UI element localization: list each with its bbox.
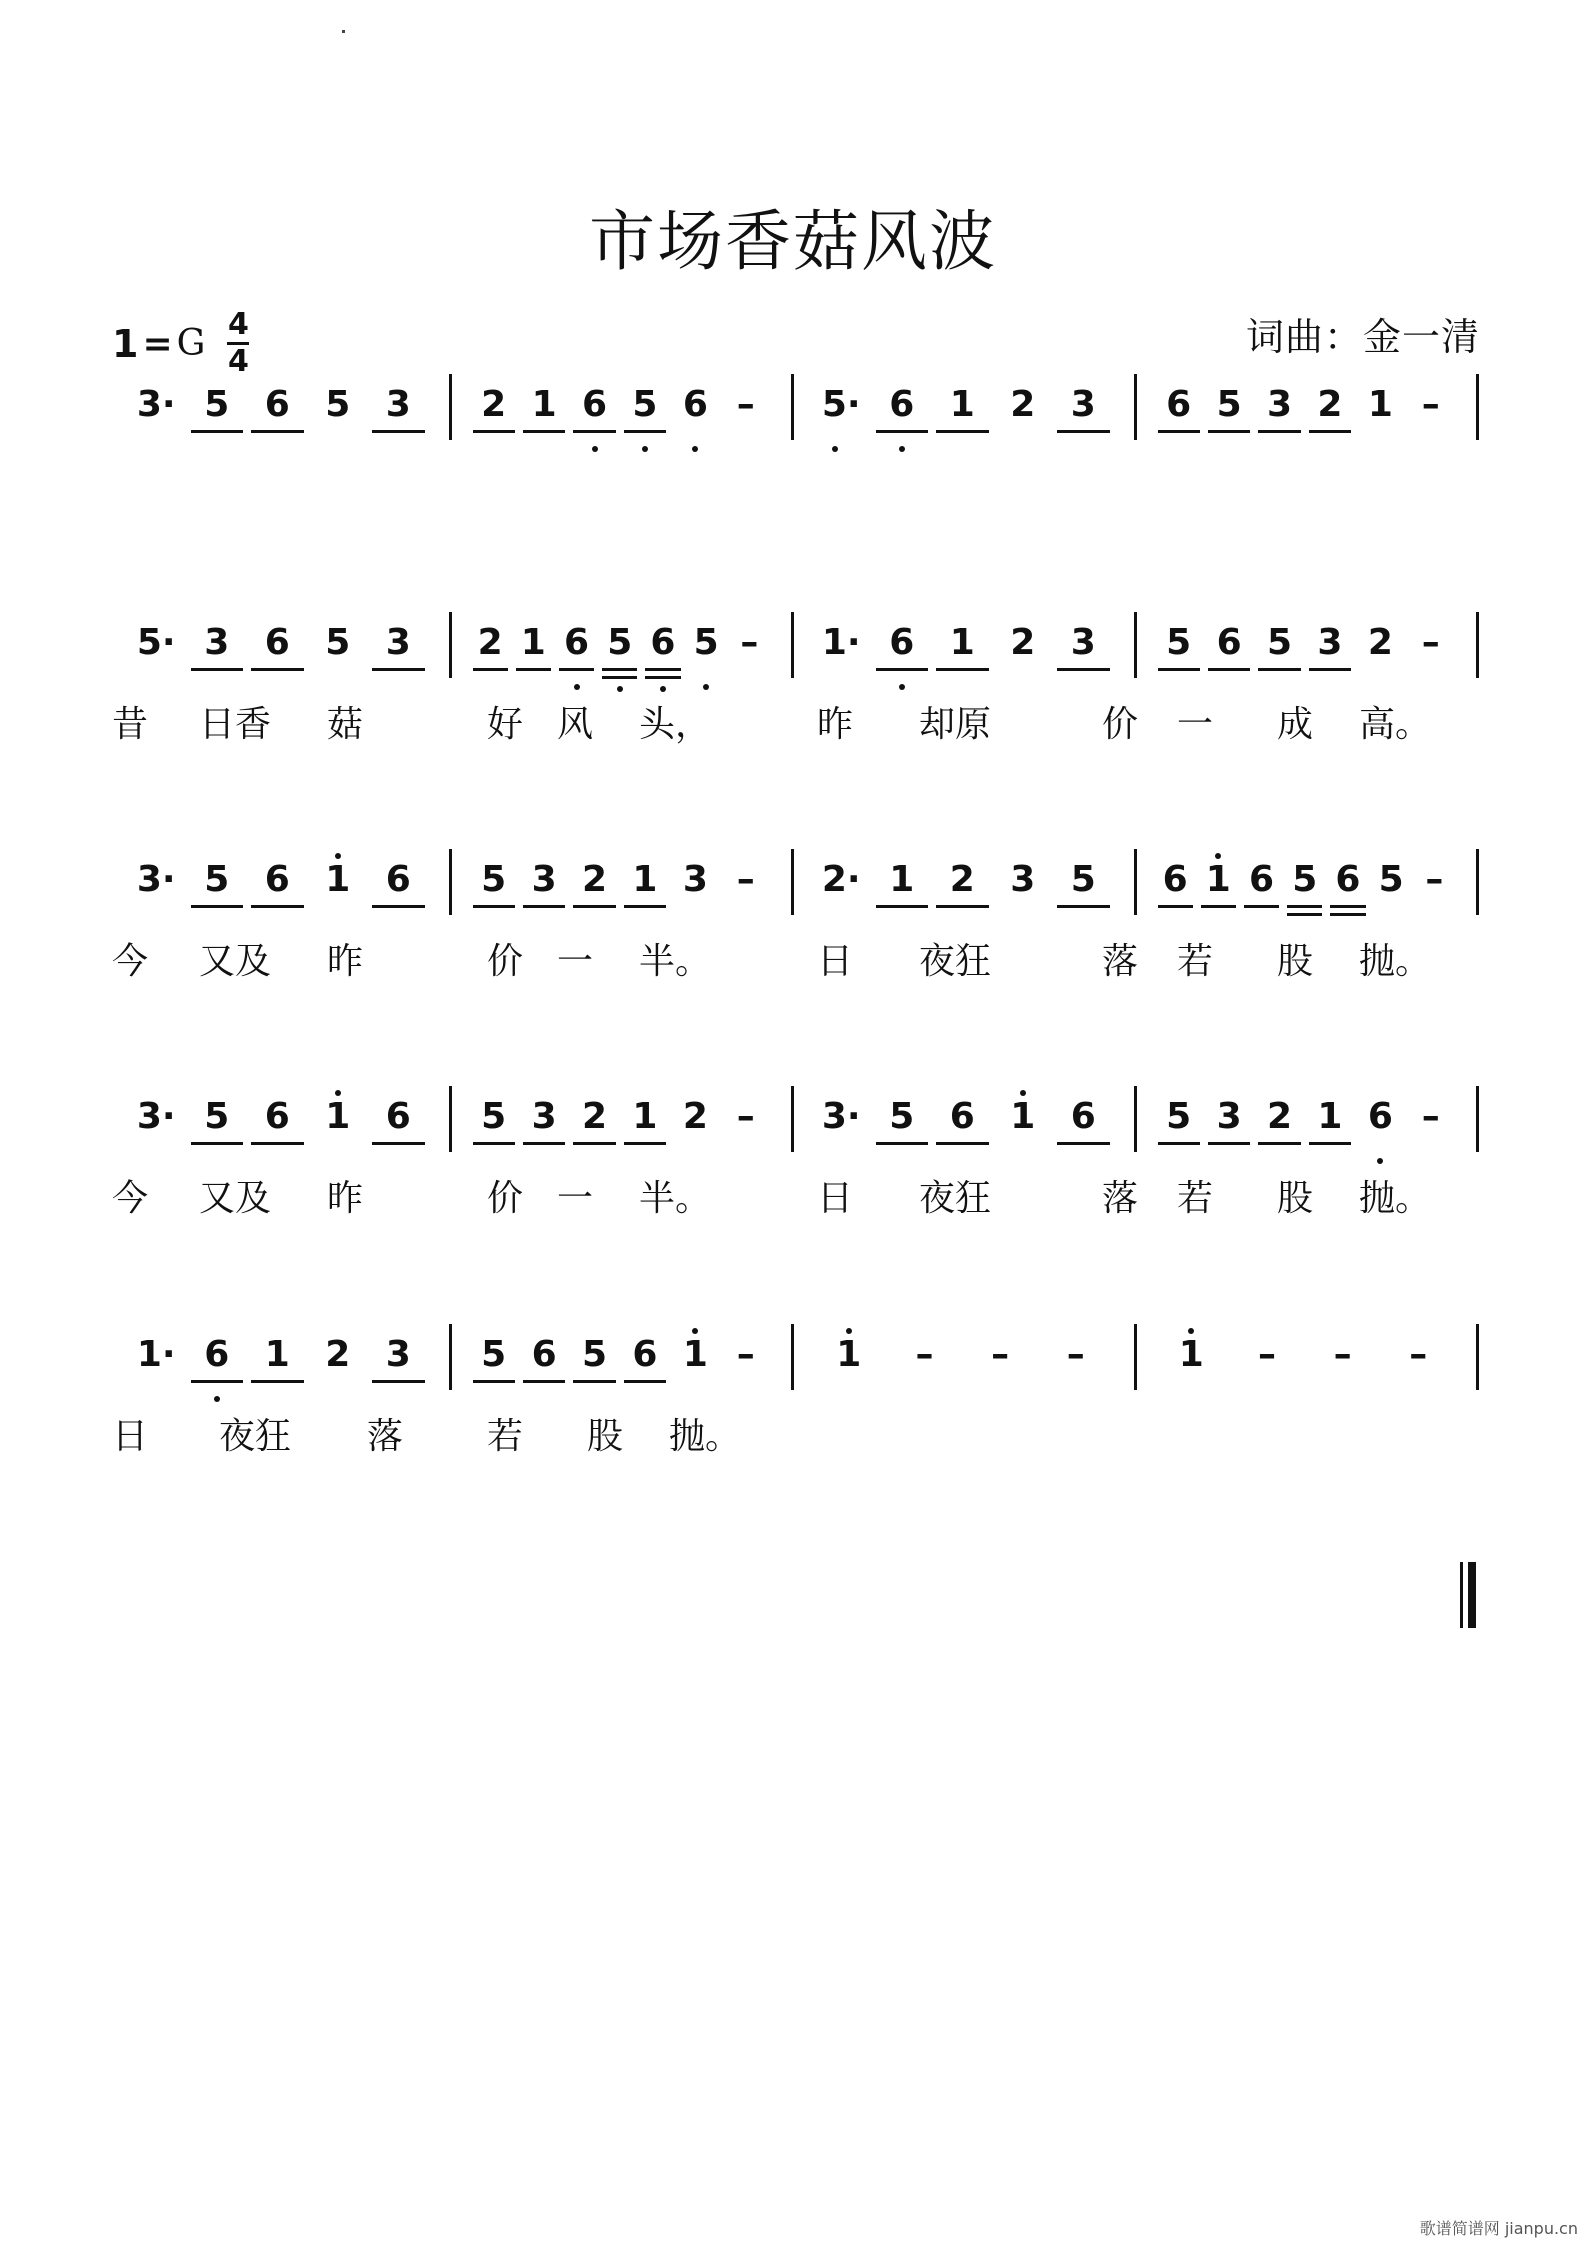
note: 6 — [1162, 859, 1188, 900]
low-octave-dot — [899, 684, 905, 690]
note: 6 — [564, 622, 590, 663]
note: 3 — [531, 1096, 557, 1137]
note: 5 — [1070, 859, 1096, 900]
key-tonic: G — [176, 323, 206, 364]
barline — [1476, 1324, 1479, 1390]
high-octave-dot — [335, 853, 341, 859]
dash-note: – — [1333, 1334, 1352, 1375]
note: 3 — [204, 622, 230, 663]
lyric-syllable: 夜狂 — [918, 1178, 992, 1219]
note: 2 — [477, 622, 503, 663]
score-line — [112, 618, 1482, 756]
score-line — [112, 1330, 1482, 1468]
eighth-underline — [372, 668, 425, 671]
eighth-underline — [473, 430, 515, 433]
dash-note: – — [1257, 1334, 1276, 1375]
lyric-syllable: 若 — [486, 1416, 524, 1457]
note: 5 — [1267, 622, 1293, 663]
dash-note: – — [1421, 384, 1440, 425]
lyrics-row — [112, 696, 1482, 756]
barline — [1134, 374, 1137, 440]
note: 2 — [949, 859, 975, 900]
note: 3 — [682, 859, 708, 900]
lyric-syllable: 半。 — [638, 1178, 712, 1219]
high-octave-dot — [335, 1090, 341, 1096]
barline — [791, 1086, 794, 1152]
eighth-underline — [191, 905, 244, 908]
note: 6 — [1335, 859, 1361, 900]
note: 6 — [949, 1096, 975, 1137]
lyric-syllable: 日 — [111, 1416, 149, 1457]
eighth-underline — [473, 668, 508, 671]
song-title: 市场香菇风波 — [589, 203, 997, 280]
dash-note: – — [1409, 1334, 1428, 1375]
note: 5 — [481, 1096, 507, 1137]
eighth-underline — [1258, 668, 1300, 671]
eighth-underline — [1201, 905, 1236, 908]
sixteenth-underline — [1287, 913, 1322, 916]
notes-row — [112, 618, 1482, 688]
low-octave-dot — [899, 446, 905, 452]
lyric-syllable: 一 — [556, 941, 594, 982]
note: 6 — [650, 622, 676, 663]
note: 6 — [889, 384, 915, 425]
note: 3· — [136, 1096, 176, 1137]
lyric-syllable: 价 — [1101, 704, 1139, 745]
lyric-syllable: 日香 — [198, 704, 272, 745]
high-octave-dot — [692, 1328, 698, 1334]
note: 3 — [385, 622, 411, 663]
note: 1 — [325, 859, 351, 900]
final-bar-thin — [1460, 1562, 1463, 1628]
eighth-underline — [473, 905, 515, 908]
eighth-underline — [191, 668, 244, 671]
note: 5 — [1166, 1096, 1192, 1137]
eighth-underline — [645, 668, 680, 671]
lyric-syllable: 落 — [1101, 941, 1139, 982]
eighth-underline — [372, 1142, 425, 1145]
final-bar-thick — [1468, 1562, 1476, 1628]
barline — [449, 1086, 452, 1152]
note: 6 — [1166, 384, 1192, 425]
lyric-syllable: 菇 — [326, 704, 364, 745]
eighth-underline — [1208, 1142, 1250, 1145]
note: 1 — [889, 859, 915, 900]
eighth-underline — [1287, 905, 1322, 908]
lyric-syllable: 夜狂 — [918, 941, 992, 982]
note: 6 — [1249, 859, 1275, 900]
dash-note: – — [1421, 622, 1440, 663]
eighth-underline — [516, 668, 551, 671]
eighth-underline — [251, 1142, 304, 1145]
notes-row — [112, 1330, 1482, 1400]
barline — [1134, 1324, 1137, 1390]
final-barline — [1460, 1562, 1482, 1628]
lyric-syllable: 今 — [111, 941, 149, 982]
lyrics-row — [112, 1170, 1482, 1230]
note: 2 — [682, 1096, 708, 1137]
eighth-underline — [573, 905, 615, 908]
key-equals: = — [142, 322, 173, 365]
note: 2 — [1010, 384, 1036, 425]
note: 3· — [136, 384, 176, 425]
note: 6 — [264, 1096, 290, 1137]
note: 1 — [949, 384, 975, 425]
note: 6 — [582, 384, 608, 425]
eighth-underline — [1208, 430, 1250, 433]
note: 6 — [264, 384, 290, 425]
note: 5 — [204, 1096, 230, 1137]
low-octave-dot — [660, 686, 666, 692]
eighth-underline — [1244, 905, 1279, 908]
eighth-underline — [191, 430, 244, 433]
eighth-underline — [624, 430, 666, 433]
note: 6 — [889, 622, 915, 663]
lyric-syllable: 好 — [486, 704, 524, 745]
note: 1· — [821, 622, 861, 663]
lyric-syllable: 又及 — [198, 1178, 272, 1219]
note: 3 — [1010, 859, 1036, 900]
note: 2 — [1367, 622, 1393, 663]
note: 3 — [1267, 384, 1293, 425]
barline — [449, 374, 452, 440]
note: 6 — [385, 859, 411, 900]
note: 3· — [821, 1096, 861, 1137]
notes-row — [112, 380, 1482, 450]
note: 1 — [1317, 1096, 1343, 1137]
eighth-underline — [1057, 1142, 1110, 1145]
eighth-underline — [251, 1380, 304, 1383]
note: 6 — [204, 1334, 230, 1375]
dash-note: – — [1066, 1334, 1085, 1375]
low-octave-dot — [832, 446, 838, 452]
eighth-underline — [936, 1142, 989, 1145]
eighth-underline — [624, 1142, 666, 1145]
eighth-underline — [191, 1380, 244, 1383]
eighth-underline — [1258, 1142, 1300, 1145]
eighth-underline — [1158, 430, 1200, 433]
lyric-syllable: 一 — [556, 1178, 594, 1219]
note: 2 — [1317, 384, 1343, 425]
note: 1 — [1178, 1334, 1204, 1375]
eighth-underline — [523, 1142, 565, 1145]
lyric-syllable: 半。 — [638, 941, 712, 982]
eighth-underline — [936, 668, 989, 671]
note: 3 — [1317, 622, 1343, 663]
barline — [1134, 1086, 1137, 1152]
dash-note: – — [1421, 1096, 1440, 1137]
eighth-underline — [1057, 905, 1110, 908]
note: 2 — [1010, 622, 1036, 663]
lyric-syllable: 昔 — [111, 704, 149, 745]
note: 1 — [632, 1096, 658, 1137]
notes-row — [112, 1092, 1482, 1162]
barline — [449, 849, 452, 915]
eighth-underline — [936, 430, 989, 433]
note: 6 — [1070, 1096, 1096, 1137]
note: 5 — [693, 622, 719, 663]
high-octave-dot — [846, 1328, 852, 1334]
note: 5 — [1166, 622, 1192, 663]
score-line — [112, 855, 1482, 993]
lyric-syllable: 股 — [1276, 1178, 1314, 1219]
eighth-underline — [473, 1142, 515, 1145]
note: 5 — [1378, 859, 1404, 900]
lyric-syllable: 抛。 — [1358, 941, 1432, 982]
composer-credit: 词曲：金一清 — [1245, 315, 1480, 359]
eighth-underline — [1330, 905, 1365, 908]
note: 5 — [889, 1096, 915, 1137]
note: 3 — [1216, 1096, 1242, 1137]
eighth-underline — [876, 905, 929, 908]
eighth-underline — [1258, 430, 1300, 433]
lyric-syllable: 价 — [486, 1178, 524, 1219]
lyric-syllable: 今 — [111, 1178, 149, 1219]
note: 2 — [582, 1096, 608, 1137]
eighth-underline — [372, 430, 425, 433]
note: 5 — [325, 622, 351, 663]
eighth-underline — [523, 905, 565, 908]
note: 2 — [481, 384, 507, 425]
barline — [1134, 612, 1137, 678]
note: 5 — [204, 859, 230, 900]
dash-note: – — [736, 1096, 755, 1137]
eighth-underline — [251, 430, 304, 433]
corner-speck — [342, 30, 345, 33]
low-octave-dot — [692, 446, 698, 452]
barline — [449, 1324, 452, 1390]
note: 2 — [325, 1334, 351, 1375]
eighth-underline — [1057, 430, 1110, 433]
lyric-syllable: 股 — [586, 1416, 624, 1457]
dash-note: – — [736, 859, 755, 900]
lyric-syllable: 股 — [1276, 941, 1314, 982]
watermark: 歌谱简谱网 jianpu.cn — [1419, 2219, 1578, 2238]
note: 3· — [136, 859, 176, 900]
eighth-underline — [1309, 668, 1351, 671]
time-top: 4 — [227, 307, 249, 342]
barline — [791, 849, 794, 915]
note: 1 — [1367, 384, 1393, 425]
high-octave-dot — [1020, 1090, 1026, 1096]
lyric-syllable: 日 — [816, 941, 854, 982]
note: 5· — [821, 384, 861, 425]
eighth-underline — [523, 1380, 565, 1383]
sixteenth-underline — [1330, 913, 1365, 916]
note: 5 — [582, 1334, 608, 1375]
eighth-underline — [573, 1380, 615, 1383]
eighth-underline — [1208, 668, 1250, 671]
eighth-underline — [1158, 1142, 1200, 1145]
eighth-underline — [1309, 430, 1351, 433]
high-octave-dot — [1188, 1328, 1194, 1334]
dash-note: – — [991, 1334, 1010, 1375]
low-octave-dot — [214, 1396, 220, 1402]
eighth-underline — [1158, 668, 1200, 671]
note: 1 — [264, 1334, 290, 1375]
eighth-underline — [523, 430, 565, 433]
eighth-underline — [1057, 668, 1110, 671]
low-octave-dot — [617, 686, 623, 692]
lyrics-row — [112, 933, 1482, 993]
note: 5 — [1292, 859, 1318, 900]
note: 2 — [1267, 1096, 1293, 1137]
low-octave-dot — [574, 684, 580, 690]
sixteenth-underline — [645, 676, 680, 679]
lyrics-row — [112, 1408, 1482, 1468]
note: 1 — [1205, 859, 1231, 900]
lyric-syllable: 头， — [638, 704, 712, 745]
note: 1 — [682, 1334, 708, 1375]
lyric-syllable: 抛。 — [668, 1416, 742, 1457]
barline — [1476, 374, 1479, 440]
note: 3 — [385, 384, 411, 425]
dash-note: – — [736, 384, 755, 425]
lyric-syllable: 落 — [366, 1416, 404, 1457]
note: 3 — [1070, 384, 1096, 425]
note: 2 — [582, 859, 608, 900]
score-line — [112, 380, 1482, 518]
low-octave-dot — [1377, 1158, 1383, 1164]
lyric-syllable: 又及 — [198, 941, 272, 982]
note: 2· — [821, 859, 861, 900]
note: 1 — [531, 384, 557, 425]
eighth-underline — [251, 905, 304, 908]
lyric-syllable: 成 — [1276, 704, 1314, 745]
lyric-syllable: 日 — [816, 1178, 854, 1219]
note: 1 — [632, 859, 658, 900]
note: 6 — [1367, 1096, 1393, 1137]
eighth-underline — [473, 1380, 515, 1383]
eighth-underline — [602, 668, 637, 671]
low-octave-dot — [642, 446, 648, 452]
lyric-syllable: 风 — [556, 704, 594, 745]
barline — [1476, 1086, 1479, 1152]
note: 1· — [136, 1334, 176, 1375]
eighth-underline — [624, 905, 666, 908]
note: 1 — [520, 622, 546, 663]
sixteenth-underline — [602, 676, 637, 679]
note: 6 — [264, 622, 290, 663]
eighth-underline — [573, 1142, 615, 1145]
time-signature — [227, 308, 249, 379]
score-line — [112, 1092, 1482, 1230]
lyric-syllable: 抛。 — [1358, 1178, 1432, 1219]
eighth-underline — [372, 905, 425, 908]
eighth-underline — [191, 1142, 244, 1145]
eighth-underline — [936, 905, 989, 908]
note: 3 — [531, 859, 557, 900]
eighth-underline — [372, 1380, 425, 1383]
note: 6 — [264, 859, 290, 900]
eighth-underline — [559, 668, 594, 671]
note: 5 — [481, 859, 507, 900]
lyric-syllable: 却原 — [918, 704, 992, 745]
note: 5 — [204, 384, 230, 425]
note: 6 — [1216, 622, 1242, 663]
eighth-underline — [251, 668, 304, 671]
lyric-syllable: 昨 — [326, 1178, 364, 1219]
barline — [449, 612, 452, 678]
barline — [791, 1324, 794, 1390]
key-do: 1 — [112, 321, 139, 366]
notes-row — [112, 855, 1482, 925]
note: 3 — [1070, 622, 1096, 663]
note: 1 — [949, 622, 975, 663]
eighth-underline — [1158, 905, 1193, 908]
dash-note: – — [1425, 859, 1444, 900]
barline — [1134, 849, 1137, 915]
eighth-underline — [573, 430, 615, 433]
eighth-underline — [1309, 1142, 1351, 1145]
note: 1 — [325, 1096, 351, 1137]
lyric-syllable: 若 — [1176, 1178, 1214, 1219]
dash-note: – — [740, 622, 759, 663]
note: 5 — [481, 1334, 507, 1375]
lyric-syllable: 夜狂 — [218, 1416, 292, 1457]
note: 6 — [632, 1334, 658, 1375]
high-octave-dot — [1215, 853, 1221, 859]
note: 5 — [325, 384, 351, 425]
note: 5 — [607, 622, 633, 663]
lyric-syllable: 若 — [1176, 941, 1214, 982]
lyrics-row — [112, 458, 1482, 518]
note: 5· — [136, 622, 176, 663]
note: 1 — [1010, 1096, 1036, 1137]
lyric-syllable: 高。 — [1358, 704, 1432, 745]
time-bottom: 4 — [227, 344, 249, 379]
barline — [791, 374, 794, 440]
note: 6 — [385, 1096, 411, 1137]
note: 5 — [1216, 384, 1242, 425]
lyric-syllable: 昨 — [326, 941, 364, 982]
lyric-syllable: 价 — [486, 941, 524, 982]
dash-note: – — [736, 1334, 755, 1375]
key-signature — [112, 308, 249, 379]
eighth-underline — [876, 1142, 929, 1145]
lyric-syllable: 昨 — [816, 704, 854, 745]
lyric-syllable: 落 — [1101, 1178, 1139, 1219]
barline — [791, 612, 794, 678]
barline — [1476, 612, 1479, 678]
low-octave-dot — [592, 446, 598, 452]
note: 1 — [836, 1334, 862, 1375]
lyric-syllable: 一 — [1176, 704, 1214, 745]
note: 3 — [385, 1334, 411, 1375]
dash-note: – — [915, 1334, 934, 1375]
note: 6 — [682, 384, 708, 425]
barline — [1476, 849, 1479, 915]
low-octave-dot — [703, 684, 709, 690]
eighth-underline — [876, 430, 929, 433]
note: 5 — [632, 384, 658, 425]
eighth-underline — [624, 1380, 666, 1383]
note: 6 — [531, 1334, 557, 1375]
eighth-underline — [876, 668, 929, 671]
